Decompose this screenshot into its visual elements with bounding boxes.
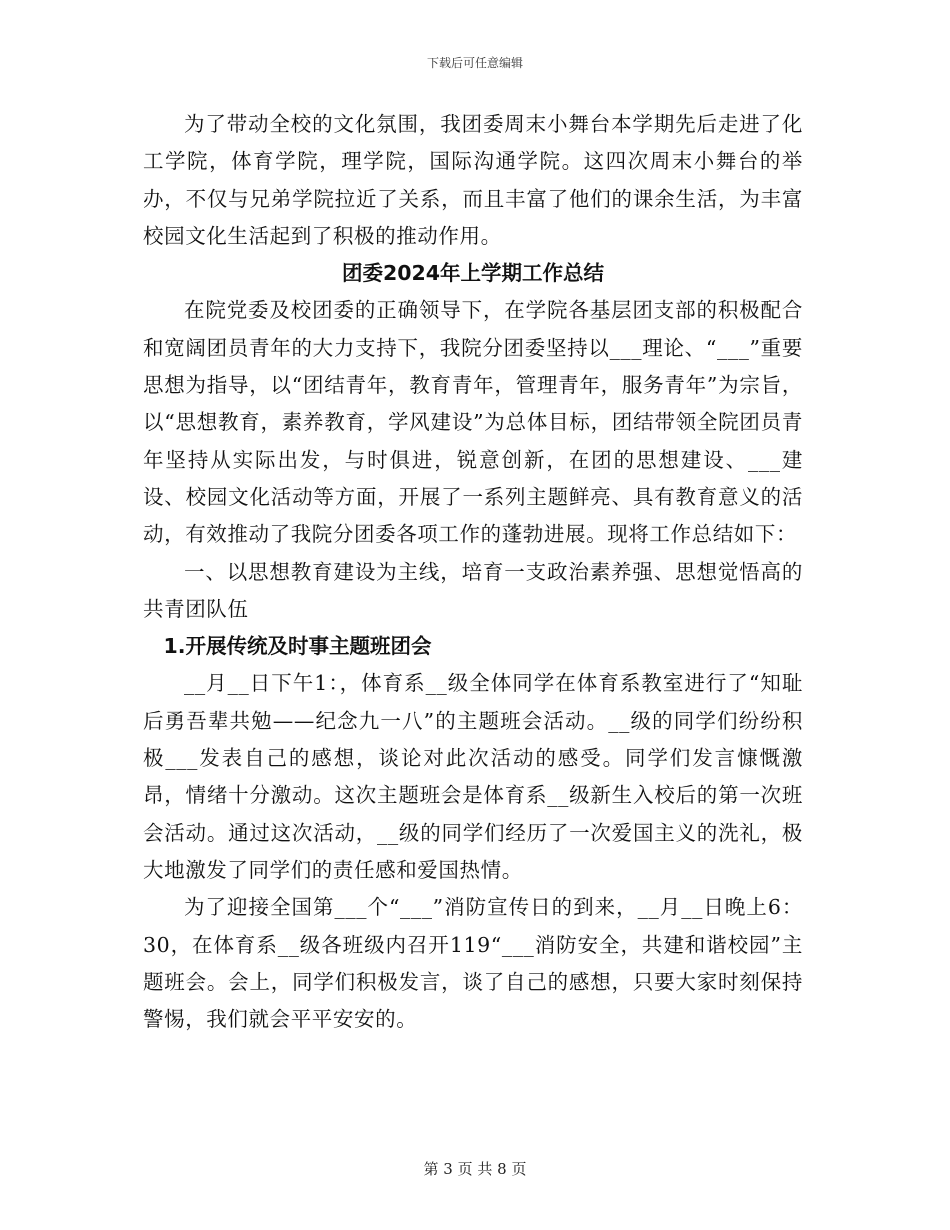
paragraph-stage-activities: 为了带动全校的文化氛围，我团委周末小舞台本学期先后走进了化工学院，体育学院，理学院，国际沟通学院。这四次周末小舞台的举办，不仅与兄弟学院拉近了关系，而且丰富了他们的课余生活，为丰富校园文化生活起到了积极的推动作用。 xyxy=(143,112,803,248)
paragraph-september-meeting: __月__日下午1：，体育系__级全体同学在体育系教室进行了“知耻后勇吾辈共勉——纪念九一八”的主题班会活动。__级的同学们纷纷积极___发表自己的感想，谈论对此次活动的感受。同学们发言慷慨激昂，情绪十分激动。这次主题班会是体育系__级新生入校后的第一次班会活动。通过这次活动，__级的同学们经历了一次爱国主义的洗礼，极大地激发了同学们的责任感和爱国热情。 xyxy=(143,671,803,882)
page-number-footer: 第 3 页 共 8 页 xyxy=(423,1160,527,1178)
document-title: 团委2024年上学期工作总结 xyxy=(341,261,605,286)
document-body xyxy=(143,106,803,1038)
paragraph-fire-safety-meeting: 为了迎接全国第___个“___”消防宣传日的到来，__月__日晚上6：30，在体育系__级各班级内召开119“___消防安全，共建和谐校园”主题班会。会上，同学们积极发言，谈了自己的感想，只要大家时刻保持警惕，我们就会平平安安的。 xyxy=(143,895,803,1032)
section-heading-ideology: 一、以思想教育建设为主线，培育一支政治素养强、思想觉悟高的共青团队伍 xyxy=(143,559,803,621)
subsection-heading-class-meetings: 1.开展传统及时事主题班团会 xyxy=(163,634,432,659)
paragraph-introduction: 在院党委及校团委的正确领导下，在学院各基层团支部的积极配合和宽阔团员青年的大力支持下，我院分团委坚持以___理论、“___”重要思想为指导，以“团结青年，教育青年，管理青年，服务青年”为宗旨，以“思想教育，素养教育，学风建设”为总体目标，团结带领全院团员青年坚持从实际出发，与时俱进，锐意创新，在团的思想建设、___建设、校园文化活动等方面，开展了一系列主题鲜亮、具有教育意义的活动，有效推动了我院分团委各项工作的蓬勃进展。现将工作总结如下： xyxy=(143,298,803,547)
header-note: 下载后可任意编辑 xyxy=(426,56,523,70)
